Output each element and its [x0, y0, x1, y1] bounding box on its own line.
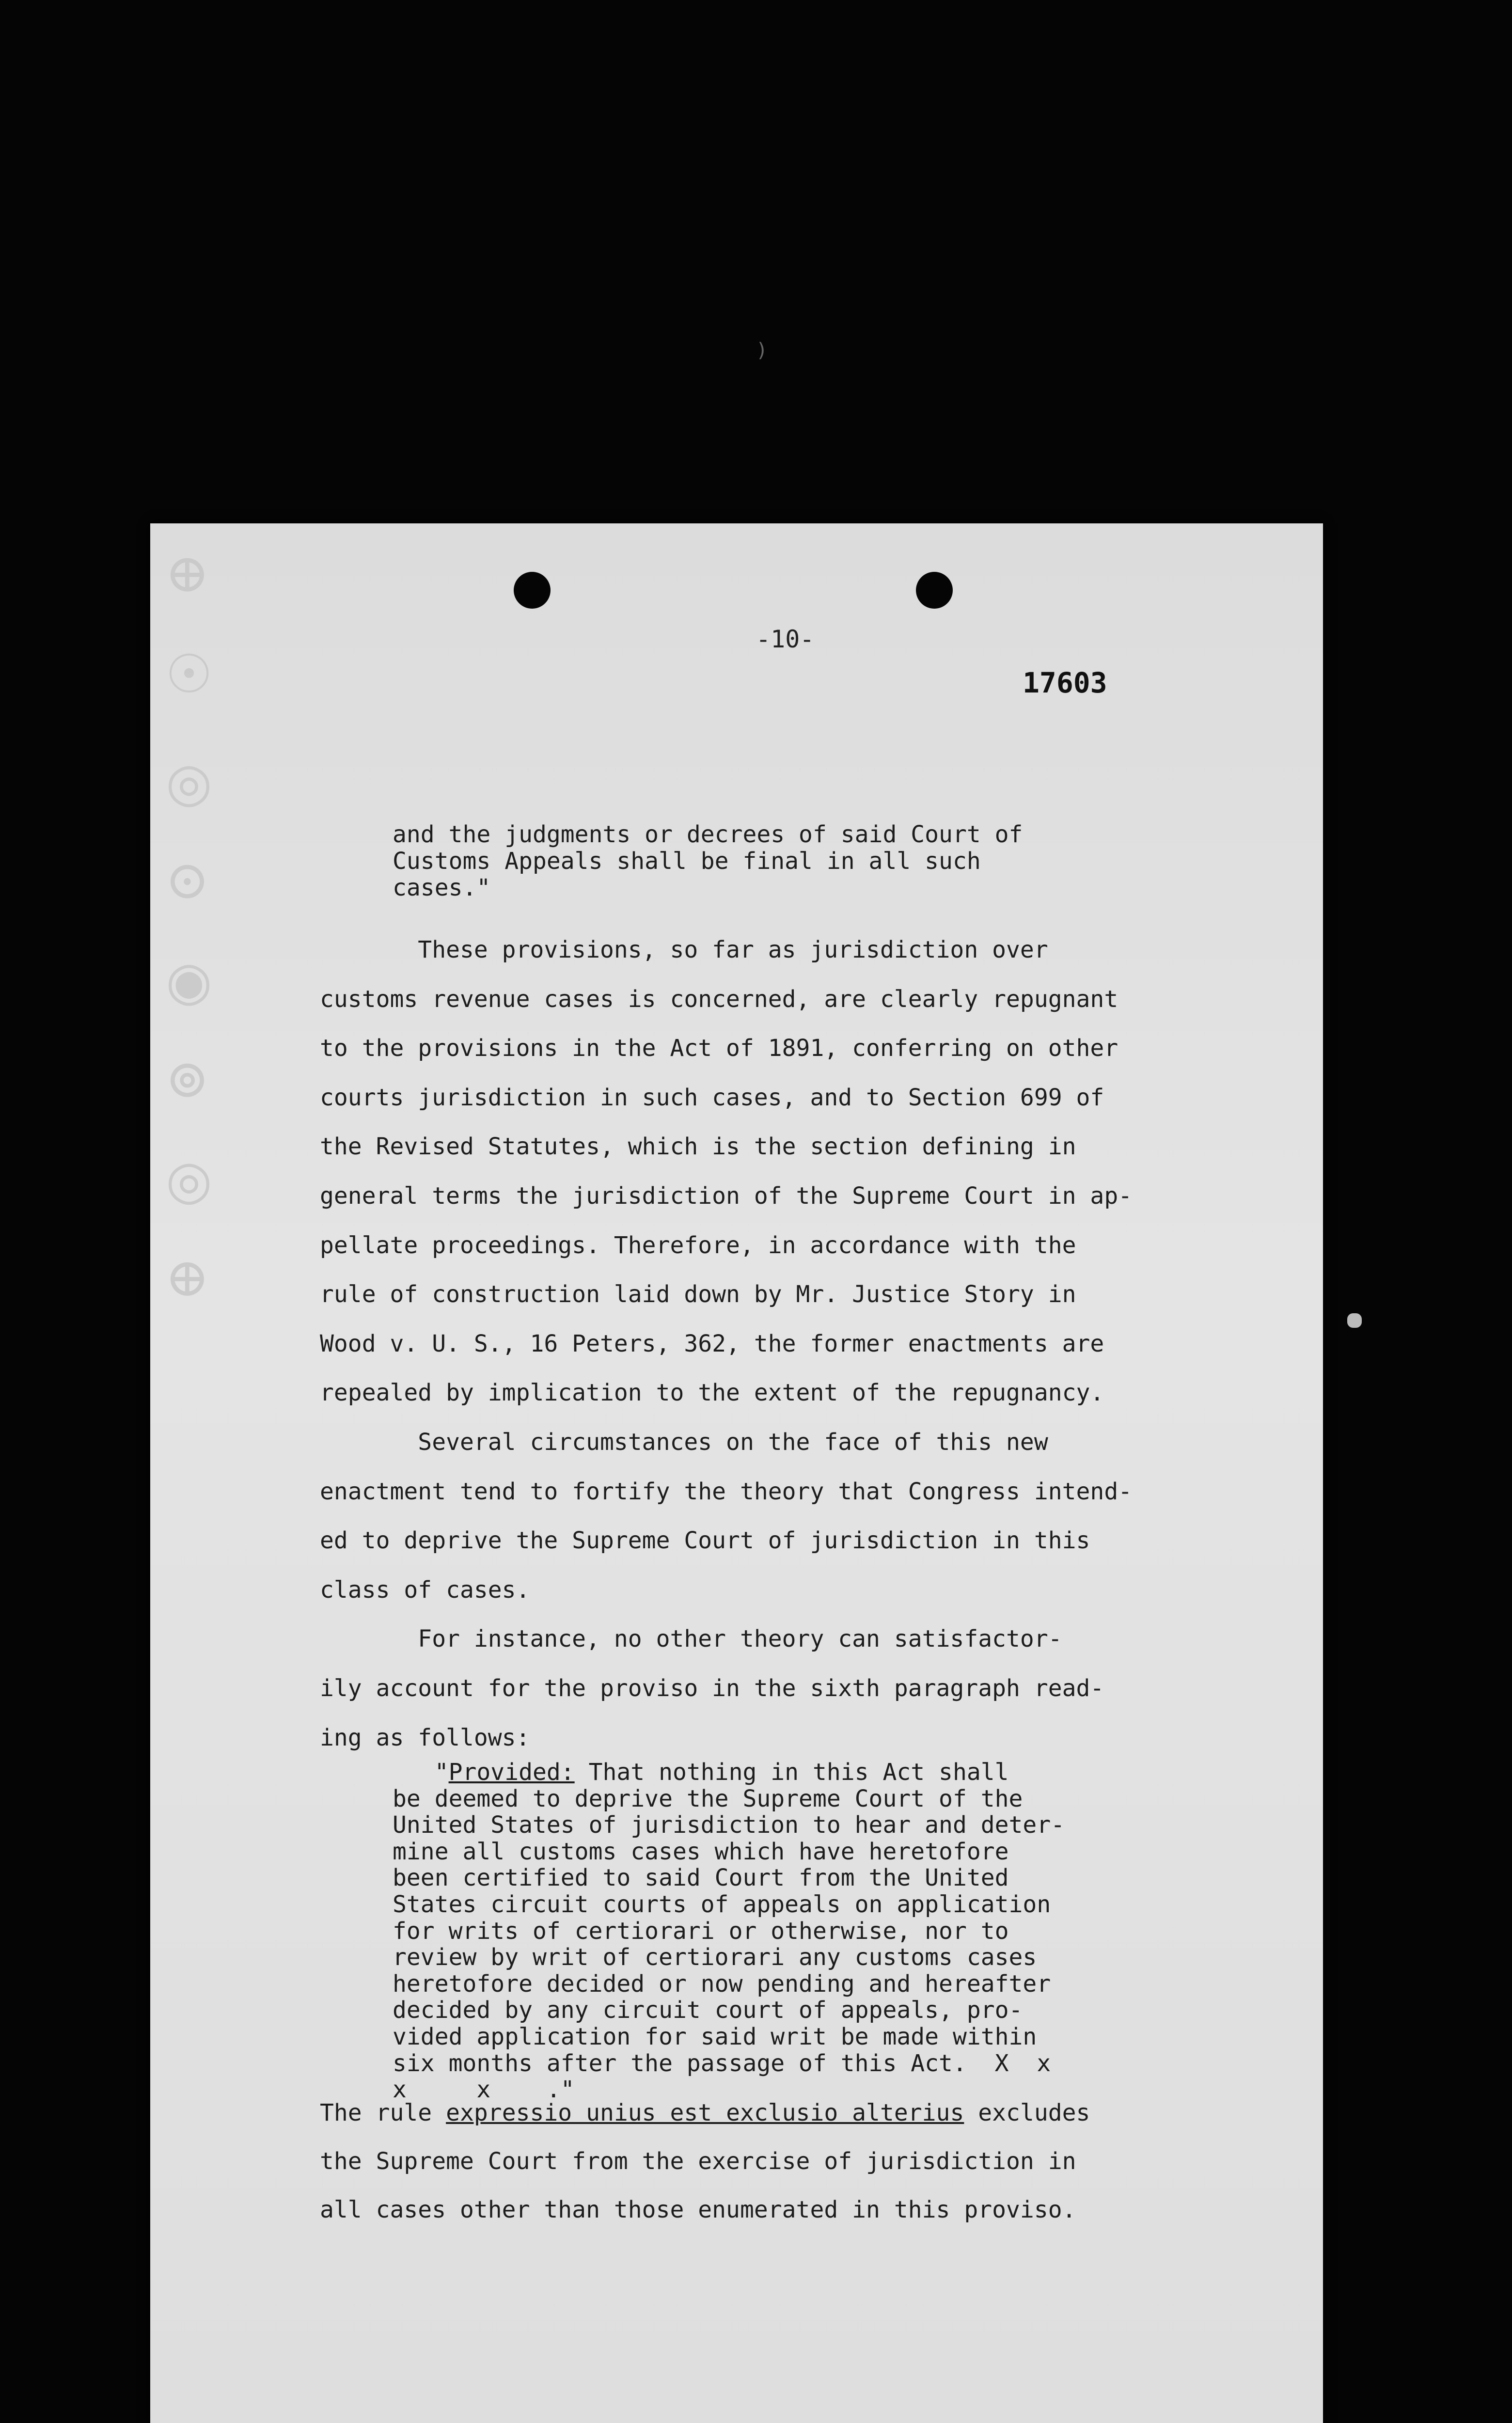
proviso-text: That nothing in this Act shall be deemed to deprive the Supreme Court of the United States of jurisdiction to hear and deter- mine all customs cases which have heretofore been certified to said Court from the United States circuit courts of appeals on application for writs of certiorari or otherwise, nor to review by writ of certiorari any customs cases heretofore decided or now pending and hereafter decided by any circuit court of appeals, pro- vided application for said writ be made within six months after the passage of this Act. X x x x ."	[393, 1759, 1065, 2104]
bleed-through-stamp: ⊕ ☉ ◎ ⊙ ◉ ⊚ ◎ ⊕	[158, 552, 220, 1316]
rule-suffix: excludes the Supreme Court from the exercise of jurisdiction in all cases other than those enumerated in this proviso.	[320, 2099, 1090, 2223]
body-paragraphs: These provisions, so far as jurisdiction over customs revenue cases is concerned, are clearly repugnant to the provisions in the Act of 1891, conferring on other courts jurisdiction in such cases, and to Section 699 of the Revised Statutes, which is the section defining in general terms the jurisdiction of the Supreme Court in ap- pellate proceedings. Therefore, in accordance with the rule of construction laid down by Mr. Justice Story in Wood v. U. S., 16 Peters, 362, the former enactments are repealed by implication to the extent of the repugnancy. Several circumstances on the face of this new enactment tend to fortify the theory that Congress intend- ed to deprive the Supreme Court of jurisdiction in this class of cases. For instance, no other theory can satisfactor- ily account for the proviso in the sixth paragraph read- ing as follows:	[320, 936, 1133, 1751]
proviso-label: Provided:	[448, 1759, 575, 1786]
punch-hole-left	[514, 572, 551, 609]
proviso-quotation	[393, 1759, 1065, 2103]
opening-quotation: and the judgments or decrees of said Court of Customs Appeals shall be final in all such cases."	[393, 821, 1023, 901]
rule-prefix: The rule	[320, 2099, 446, 2126]
rule-paragraph	[320, 2089, 1090, 2234]
page-number: -10-	[756, 625, 815, 653]
punch-hole-right	[916, 572, 953, 609]
latin-maxim: expressio unius est exclusio alterius	[446, 2099, 964, 2126]
scan-mark: )	[756, 339, 768, 362]
scan-speck	[1347, 1313, 1362, 1328]
document-page	[150, 523, 1323, 2423]
proviso-open-quote: "	[393, 1759, 449, 1786]
document-id-stamp: 17603	[1023, 666, 1107, 699]
